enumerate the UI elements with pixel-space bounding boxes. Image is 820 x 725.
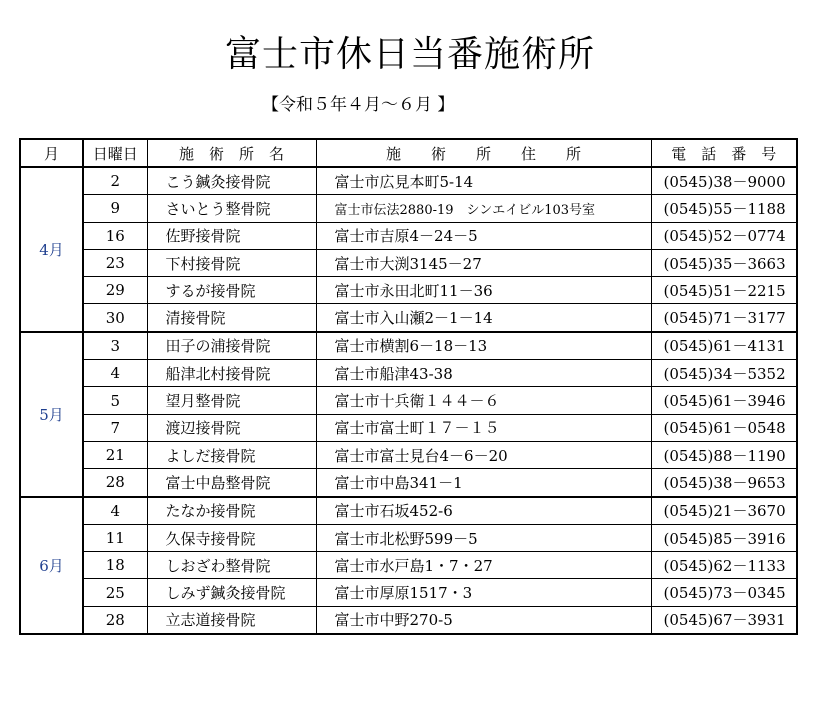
- day-cell: 23: [83, 249, 147, 276]
- month-cell: 5月: [20, 332, 83, 497]
- address-cell: 富士市入山瀬2－1－14: [316, 304, 651, 332]
- address-cell: 富士市中島341－1: [316, 469, 651, 497]
- table-row: [20, 277, 797, 304]
- phone-cell: (0545)61－4131: [651, 332, 797, 360]
- header-phone: 電 話 番 号: [651, 139, 797, 167]
- day-cell: 28: [83, 469, 147, 497]
- phone-cell: (0545)34－5352: [651, 360, 797, 387]
- address-cell: 富士市水戸島1・7・27: [316, 552, 651, 579]
- clinic-name-cell: さいとう整骨院: [147, 195, 316, 222]
- day-cell: 21: [83, 441, 147, 468]
- table-body: [20, 167, 797, 634]
- table-row: [20, 387, 797, 414]
- address-cell: 富士市広見本町5-14: [316, 167, 651, 195]
- table-row: [20, 195, 797, 222]
- day-cell: 3: [83, 332, 147, 360]
- clinic-name-cell: 久保寺接骨院: [147, 524, 316, 551]
- address-cell: 富士市横割6－18－13: [316, 332, 651, 360]
- phone-cell: (0545)35－3663: [651, 249, 797, 276]
- month-cell: 6月: [20, 497, 83, 634]
- phone-cell: (0545)71－3177: [651, 304, 797, 332]
- period-subtitle: 【令和５年４月～６月 】: [262, 95, 455, 115]
- day-cell: 2: [83, 167, 147, 195]
- page-title: 富士市休日当番施術所: [224, 34, 595, 75]
- clinic-name-cell: 望月整骨院: [147, 387, 316, 414]
- table-row: [20, 167, 797, 195]
- address-cell: 富士市永田北町11－36: [316, 277, 651, 304]
- address-cell: 富士市富士見台4－6－20: [316, 441, 651, 468]
- clinic-name-cell: 佐野接骨院: [147, 222, 316, 249]
- address-cell: 富士市石坂452-6: [316, 497, 651, 525]
- table-row: [20, 304, 797, 332]
- clinic-name-cell: 清接骨院: [147, 304, 316, 332]
- phone-cell: (0545)88－1190: [651, 441, 797, 468]
- day-cell: 29: [83, 277, 147, 304]
- phone-cell: (0545)62－1133: [651, 552, 797, 579]
- clinic-name-cell: するが接骨院: [147, 277, 316, 304]
- address-cell: 富士市大渕3145－27: [316, 249, 651, 276]
- phone-cell: (0545)52－0774: [651, 222, 797, 249]
- phone-cell: (0545)61－0548: [651, 414, 797, 441]
- clinic-name-cell: たなか接骨院: [147, 497, 316, 525]
- address-cell: 富士市吉原4－24－5: [316, 222, 651, 249]
- table-row: [20, 606, 797, 634]
- address-cell: 富士市富士町１７－１５: [316, 414, 651, 441]
- day-cell: 30: [83, 304, 147, 332]
- address-cell: 富士市伝法2880-19 シンエイビル103号室: [316, 195, 651, 222]
- address-cell: 富士市十兵衛１４４－６: [316, 387, 651, 414]
- address-cell: 富士市船津43-38: [316, 360, 651, 387]
- table-row: [20, 552, 797, 579]
- clinic-name-cell: しおざわ整骨院: [147, 552, 316, 579]
- phone-cell: (0545)38－9000: [651, 167, 797, 195]
- table-row: [20, 497, 797, 525]
- phone-cell: (0545)38－9653: [651, 469, 797, 497]
- clinic-name-cell: 富士中島整骨院: [147, 469, 316, 497]
- table-row: [20, 441, 797, 468]
- header-month: 月: [20, 139, 83, 167]
- phone-cell: (0545)21－3670: [651, 497, 797, 525]
- day-cell: 4: [83, 360, 147, 387]
- header-address: 施 術 所 住 所: [316, 139, 651, 167]
- phone-cell: (0545)51－2215: [651, 277, 797, 304]
- table-header-row: [20, 139, 797, 167]
- clinic-name-cell: 立志道接骨院: [147, 606, 316, 634]
- table-row: [20, 249, 797, 276]
- clinic-name-cell: 船津北村接骨院: [147, 360, 316, 387]
- phone-cell: (0545)73－0345: [651, 579, 797, 606]
- address-cell: 富士市北松野599－5: [316, 524, 651, 551]
- phone-cell: (0545)67－3931: [651, 606, 797, 634]
- header-day: 日曜日: [83, 139, 147, 167]
- clinic-name-cell: 渡辺接骨院: [147, 414, 316, 441]
- table-row: [20, 332, 797, 360]
- clinic-name-cell: こう鍼灸接骨院: [147, 167, 316, 195]
- day-cell: 16: [83, 222, 147, 249]
- day-cell: 7: [83, 414, 147, 441]
- clinic-name-cell: よしだ接骨院: [147, 441, 316, 468]
- day-cell: 25: [83, 579, 147, 606]
- phone-cell: (0545)55－1188: [651, 195, 797, 222]
- address-cell: 富士市厚原1517・3: [316, 579, 651, 606]
- table-row: [20, 524, 797, 551]
- day-cell: 4: [83, 497, 147, 525]
- phone-cell: (0545)61－3946: [651, 387, 797, 414]
- table-row: [20, 222, 797, 249]
- clinic-name-cell: 下村接骨院: [147, 249, 316, 276]
- address-cell: 富士市中野270-5: [316, 606, 651, 634]
- table-row: [20, 579, 797, 606]
- table-row: [20, 469, 797, 497]
- schedule-table: [19, 138, 798, 635]
- phone-cell: (0545)85－3916: [651, 524, 797, 551]
- day-cell: 9: [83, 195, 147, 222]
- day-cell: 28: [83, 606, 147, 634]
- table-row: [20, 360, 797, 387]
- day-cell: 18: [83, 552, 147, 579]
- table-row: [20, 414, 797, 441]
- day-cell: 5: [83, 387, 147, 414]
- day-cell: 11: [83, 524, 147, 551]
- month-cell: 4月: [20, 167, 83, 332]
- clinic-name-cell: しみず鍼灸接骨院: [147, 579, 316, 606]
- clinic-name-cell: 田子の浦接骨院: [147, 332, 316, 360]
- header-clinic-name: 施 術 所 名: [147, 139, 316, 167]
